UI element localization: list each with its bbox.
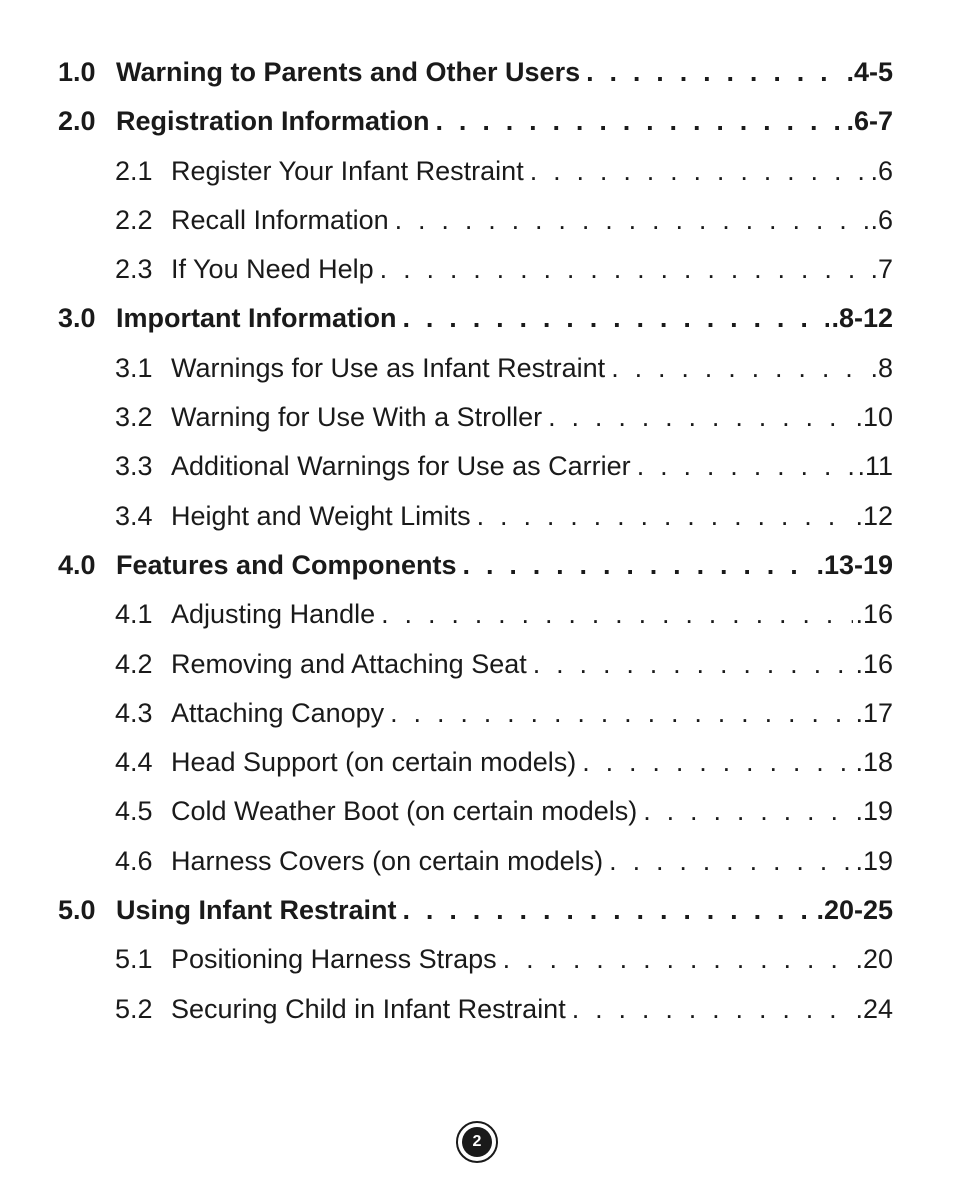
toc-entry-title: Positioning Harness Straps [171, 944, 497, 975]
toc-entry-3-4[interactable] [58, 492, 893, 541]
toc-entry-page: .18 [855, 747, 893, 778]
toc-entry-number: 4.0 [58, 549, 96, 580]
toc-entry-4-6[interactable] [58, 837, 893, 886]
toc-entry-page: .17 [855, 697, 893, 728]
toc-entry-number: 2.1 [115, 155, 153, 186]
toc-entry-2-2[interactable] [58, 196, 893, 245]
toc-entry-page: .19 [855, 796, 893, 827]
toc-entry-title: Features and Components [116, 549, 457, 580]
toc-entry-number: 4.2 [115, 648, 153, 679]
toc-entry-5-0[interactable] [58, 886, 893, 935]
toc-dot-leader [643, 787, 853, 836]
page-number: 2 [462, 1127, 492, 1157]
toc-entry-4-1[interactable] [58, 590, 893, 639]
toc-entry-number: 5.1 [115, 944, 153, 975]
toc-entry-page: .19 [855, 845, 893, 876]
toc-entry-title: Additional Warnings for Use as Carrier [171, 451, 631, 482]
toc-entry-number: 3.0 [58, 303, 96, 334]
toc-entry-4-2[interactable] [58, 640, 893, 689]
toc-entry-page: .4-5 [846, 57, 893, 87]
toc-entry-number: 2.2 [115, 204, 153, 235]
table-of-contents [58, 48, 893, 1034]
toc-entry-page: .20 [855, 944, 893, 975]
toc-entry-title: Using Infant Restraint [116, 895, 397, 926]
toc-dot-leader [381, 590, 853, 639]
toc-dot-leader [390, 689, 853, 738]
toc-dot-leader [477, 492, 854, 541]
toc-entry-title: Harness Covers (on certain models) [171, 845, 604, 876]
toc-entry-number: 1.0 [58, 57, 96, 87]
toc-entry-page: .8-12 [831, 303, 893, 334]
toc-entry-1-0[interactable] [58, 48, 893, 97]
toc-dot-leader [380, 245, 869, 294]
toc-dot-leader [582, 738, 853, 787]
toc-entry-title: Head Support (on certain models) [171, 747, 577, 778]
toc-dot-leader [403, 886, 815, 935]
toc-entry-page: .10 [855, 402, 893, 433]
toc-entry-4-0[interactable] [58, 541, 893, 590]
toc-entry-number: 5.2 [115, 993, 153, 1024]
toc-entry-page: .20-25 [816, 895, 893, 926]
toc-entry-title: Warnings for Use as Infant Restraint [171, 352, 606, 383]
toc-entry-page: .6 [870, 155, 893, 186]
toc-entry-page: .12 [855, 500, 893, 531]
toc-entry-title: Warning to Parents and Other Users [116, 57, 581, 87]
toc-entry-number: 4.4 [115, 747, 153, 778]
toc-entry-page: .6-7 [846, 106, 893, 137]
toc-dot-leader [609, 837, 853, 886]
toc-entry-page: .6 [870, 204, 893, 235]
toc-entry-title: Warning for Use With a Stroller [171, 402, 543, 433]
toc-entry-title: Cold Weather Boot (on certain models) [171, 796, 638, 827]
toc-entry-title: Removing and Attaching Seat [171, 648, 527, 679]
toc-dot-leader [572, 985, 854, 1034]
toc-entry-number: 3.2 [115, 402, 153, 433]
toc-entry-4-3[interactable] [58, 689, 893, 738]
toc-entry-title: Height and Weight Limits [171, 500, 471, 531]
toc-dot-leader [436, 97, 845, 146]
toc-dot-leader [395, 196, 869, 245]
toc-entry-number: 4.1 [115, 599, 153, 630]
toc-dot-leader [637, 442, 856, 491]
toc-entry-number: 5.0 [58, 895, 96, 926]
toc-dot-leader [548, 393, 853, 442]
toc-entry-3-2[interactable] [58, 393, 893, 442]
toc-entry-number: 2.0 [58, 106, 96, 137]
toc-dot-leader [463, 541, 815, 590]
toc-dot-leader [402, 294, 829, 343]
toc-entry-title: Adjusting Handle [171, 599, 376, 630]
toc-entry-title: Register Your Infant Restraint [171, 155, 524, 186]
toc-dot-leader [503, 935, 854, 984]
toc-entry-page: .13-19 [816, 549, 893, 580]
toc-entry-number: 4.3 [115, 697, 153, 728]
toc-entry-title: Registration Information [116, 106, 430, 137]
toc-entry-number: 4.5 [115, 796, 153, 827]
toc-entry-3-0[interactable] [58, 294, 893, 343]
toc-entry-4-5[interactable] [58, 787, 893, 836]
toc-dot-leader [611, 344, 868, 393]
toc-entry-title: Securing Child in Infant Restraint [171, 993, 566, 1024]
toc-entry-title: Important Information [116, 303, 397, 334]
toc-entry-3-1[interactable] [58, 344, 893, 393]
toc-dot-leader [530, 147, 869, 196]
toc-entry-title: Attaching Canopy [171, 697, 385, 728]
toc-entry-page: .11 [857, 451, 893, 482]
toc-entry-number: 4.6 [115, 845, 153, 876]
toc-entry-page: .24 [855, 993, 893, 1024]
toc-entry-number: 3.3 [115, 451, 153, 482]
toc-entry-page: .8 [870, 352, 893, 383]
toc-dot-leader [533, 640, 854, 689]
toc-entry-number: 3.4 [115, 500, 153, 531]
toc-entry-page: .16 [855, 648, 893, 679]
toc-entry-page: .7 [870, 254, 893, 285]
page-number-badge [456, 1121, 498, 1163]
toc-entry-3-3[interactable] [58, 442, 893, 491]
toc-entry-5-2[interactable] [58, 985, 893, 1034]
toc-entry-title: Recall Information [171, 204, 389, 235]
toc-entry-2-0[interactable] [58, 97, 893, 146]
toc-entry-page: .16 [855, 599, 893, 630]
toc-entry-title: If You Need Help [171, 254, 374, 285]
toc-entry-2-1[interactable] [58, 147, 893, 196]
toc-entry-number: 2.3 [115, 254, 153, 285]
toc-entry-4-4[interactable] [58, 738, 893, 787]
toc-entry-number: 3.1 [115, 352, 153, 383]
toc-entry-2-3[interactable] [58, 245, 893, 294]
toc-entry-5-1[interactable] [58, 935, 893, 984]
toc-dot-leader [586, 48, 844, 97]
